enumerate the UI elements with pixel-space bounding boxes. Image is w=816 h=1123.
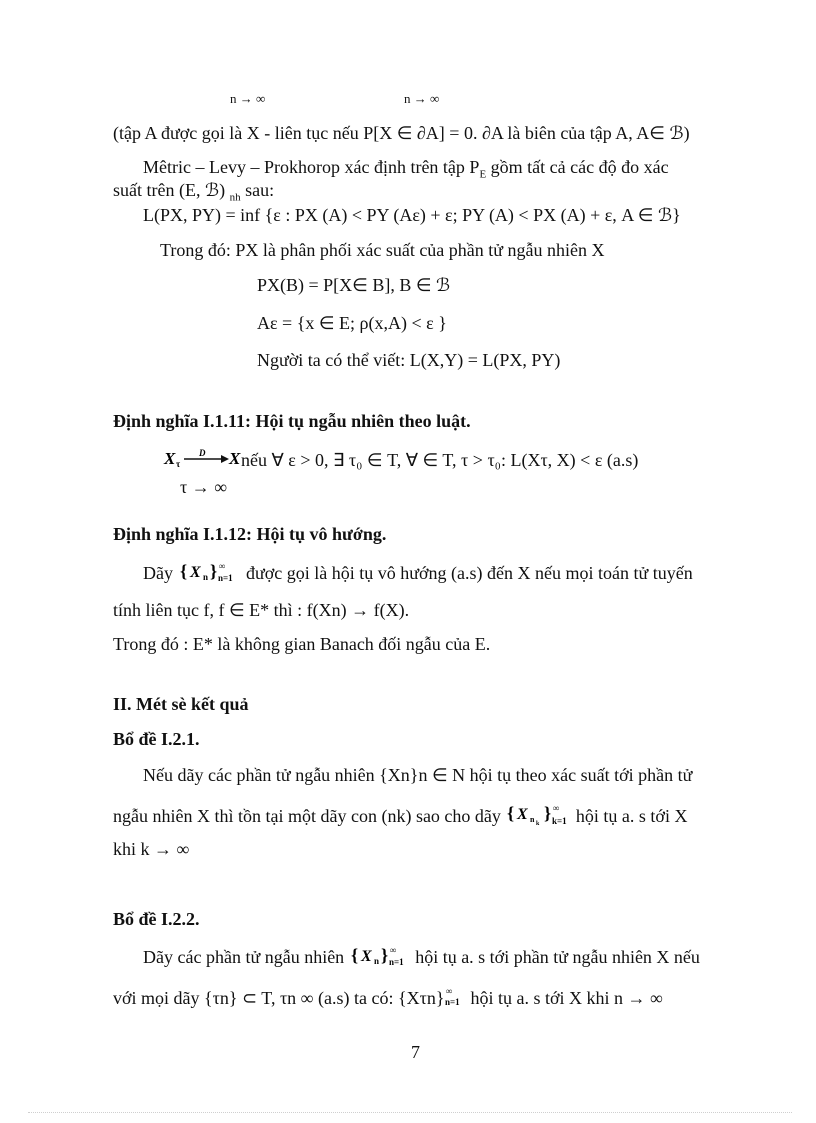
lemma-2-2-title: Bổ đề I.2.2. [113,909,200,929]
svg-text:X: X [517,806,529,823]
lemma-2-1-line2: ngẫu nhiên X thì tồn tại một dãy con (nk) sao cho dãy { X n k } ∞ k=1 hội tụ a. s tới X [113,803,687,830]
lemma-2-1-title: Bổ đề I.2.1. [113,729,200,749]
svg-text:}: } [209,561,217,581]
def-1-1-12-title: Định nghĩa I.1.12: Hội tụ vô hướng. [113,524,387,544]
lemma-2-2-line1: Dãy các phần tử ngẫu nhiên { X n } ∞ n=1 hội tụ a. s tới phần tử ngẫu nhiên X nếu [143,945,700,970]
levy-metric-line2: suất trên (E, ℬ) $_{nh}$ sau: [113,180,275,204]
levy-metric-line1: Mêtric – Levy – Prokhorop xác định trên tập $P_E$ gồm tất cả các độ đo xác [143,157,669,181]
def-1-1-11-condition: X τ D X nếu ∀ ε > 0, ∃ τ₀ ∈ T, ∀ ∈ T, τ > τ₀: L(Xτ, X) < ε (a.s) [164,448,639,470]
svg-text:n: n [202,572,208,582]
svg-text:∞: ∞ [553,803,560,813]
def-1-1-11-limit: τ → ∞ [180,477,228,497]
svg-text:D: D [199,448,206,458]
svg-text:{: { [507,803,515,823]
section-2-title: II. Mét sè kết quả [113,694,249,714]
svg-text:n=1: n=1 [445,997,461,1007]
lemma-2-1-line3: khi k → ∞ [113,839,190,859]
px-definition: PX(B) = P[X∈ B], B ∈ ℬ [257,275,451,295]
limit-fragment-right: n → ∞ [404,91,440,106]
svg-text:n=1: n=1 [217,573,233,583]
stopped-sequence-index [444,987,470,1010]
footer-dotted-rule [28,1112,792,1113]
def-1-1-11-title: Định nghĩa I.1.11: Hội tụ ngẫu nhiên theo luật. [113,411,471,431]
def-1-1-12-line2: tính liên tục f, f ∈ E* thì : f(Xn) → f(X). [113,600,410,620]
svg-text:}: } [380,945,388,965]
svg-text:k=1: k=1 [552,816,568,826]
continuity-note: (tập A được gọi là X - liên tục nếu P[X ∈ ∂A] = 0. ∂A là biên của tập A, A∈ ℬ) [113,123,690,143]
svg-text:k: k [536,821,540,827]
svg-text:{: { [179,561,187,581]
sequence-xn-symbol [178,561,242,586]
sequence-xn-symbol-2 [349,945,411,970]
svg-text:{: { [350,945,358,965]
svg-text:τ: τ [176,459,181,468]
svg-text:∞: ∞ [218,561,225,571]
a-epsilon-definition: Aε = {x ∈ E; ρ(x,A) < ε } [257,313,447,333]
def-1-1-12-line3: Trong đó : E* là không gian Banach đối ngẫu của E. [113,634,491,654]
levy-formula: L(PX, PY) = inf {ε : PX (A) < PY (Aε) + ε; PY (A) < PX (A) + ε, A ∈ ℬ} [143,205,681,225]
svg-text:X: X [164,449,176,468]
svg-text:n=1: n=1 [388,957,404,967]
subsequence-symbol [505,803,571,830]
levy-viet: Người ta có thể viết: L(X,Y) = L(PX, PY) [257,350,561,370]
lemma-2-2-line2: với mọi dãy {τn} ⊂ T, τn ∞ (a.s) ta có: {Xτn} ∞ n=1 hội tụ a. s tới X khi n → ∞ [113,987,663,1008]
page-number: 7 [411,1042,420,1062]
def-1-1-12-line1: Dãy { X n } ∞ n=1 được gọi là hội tụ vô hướng (a.s) đến X nếu mọi toán tử tuyến [143,561,693,586]
lemma-2-1-line1: Nếu dãy các phần tử ngẫu nhiên {Xn}n ∈ N hội tụ theo xác suất tới phần tử [143,765,693,785]
convergence-in-law-symbol [163,448,241,471]
svg-text:X: X [229,449,241,468]
svg-text:∞: ∞ [389,945,397,955]
svg-text:X: X [189,564,201,581]
svg-text:}: } [544,803,552,823]
svg-text:∞: ∞ [446,987,453,996]
svg-text:n: n [373,956,379,966]
limit-fragment-left: n → ∞ [230,91,266,106]
xtau-to-x-arrow-icon [163,448,241,468]
svg-text:n: n [530,815,535,824]
svg-text:X: X [360,948,372,965]
levy-trong-do: Trong đó: PX là phân phối xác suất của phần tử ngẫu nhiên X [160,240,605,260]
